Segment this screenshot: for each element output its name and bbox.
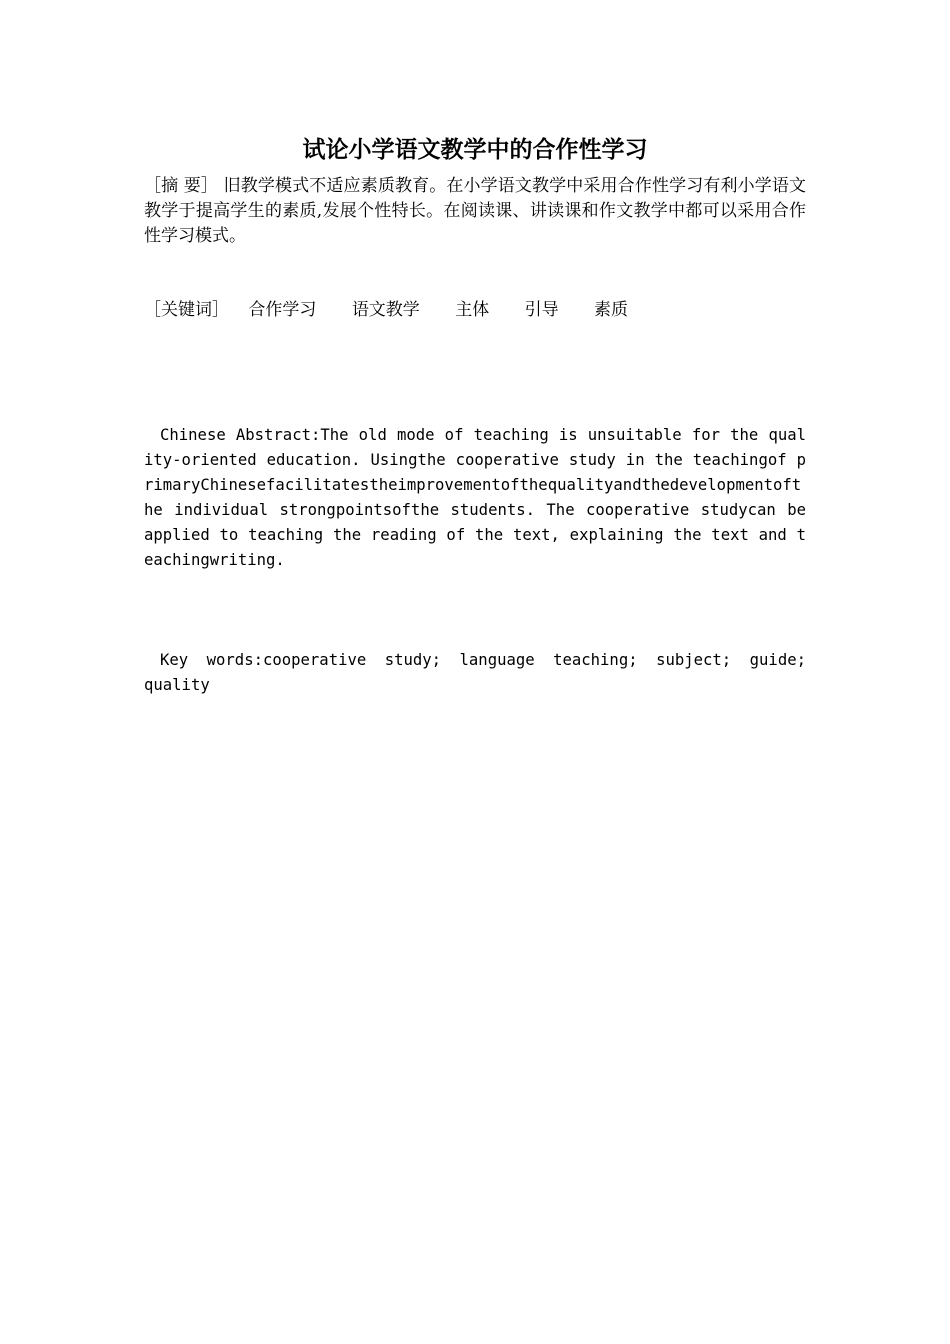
document-title: 试论小学语文教学中的合作性学习 <box>302 137 648 163</box>
keyword-item: 引导 <box>524 300 559 320</box>
english-abstract <box>144 423 806 573</box>
english-keywords <box>144 648 806 698</box>
chinese-abstract <box>144 174 806 249</box>
keyword-item: 主体 <box>455 300 490 320</box>
chinese-keywords-label: ［关键词］ <box>144 300 229 320</box>
english-keywords-text: Key words:cooperative study; language teaching; subject; guide; quality <box>144 651 806 694</box>
english-abstract-text: Chinese Abstract:The old mode of teaching is unsuitable for the quality-oriented education. Usingthe cooperative study in the teachingof primaryChinesefacilitatestheimprovementofthequalityandthedevelopmentofthe individual strongpointsofthe students. The cooperative studycan be applied to teaching the reading of the text, explaining the text and teachingwriting. <box>144 426 806 569</box>
chinese-keywords <box>144 298 806 323</box>
chinese-abstract-text: 旧教学模式不适应素质教育。在小学语文教学中采用合作性学习有利小学语文教学于提高学生的素质,发展个性特长。在阅读课、讲读课和作文教学中都可以采用合作性学习模式。 <box>144 176 807 246</box>
keyword-item: 素质 <box>594 300 629 320</box>
chinese-abstract-label: ［摘 要］ <box>144 176 219 196</box>
keyword-item: 合作学习 <box>248 300 317 320</box>
keyword-item: 语文教学 <box>351 300 420 320</box>
